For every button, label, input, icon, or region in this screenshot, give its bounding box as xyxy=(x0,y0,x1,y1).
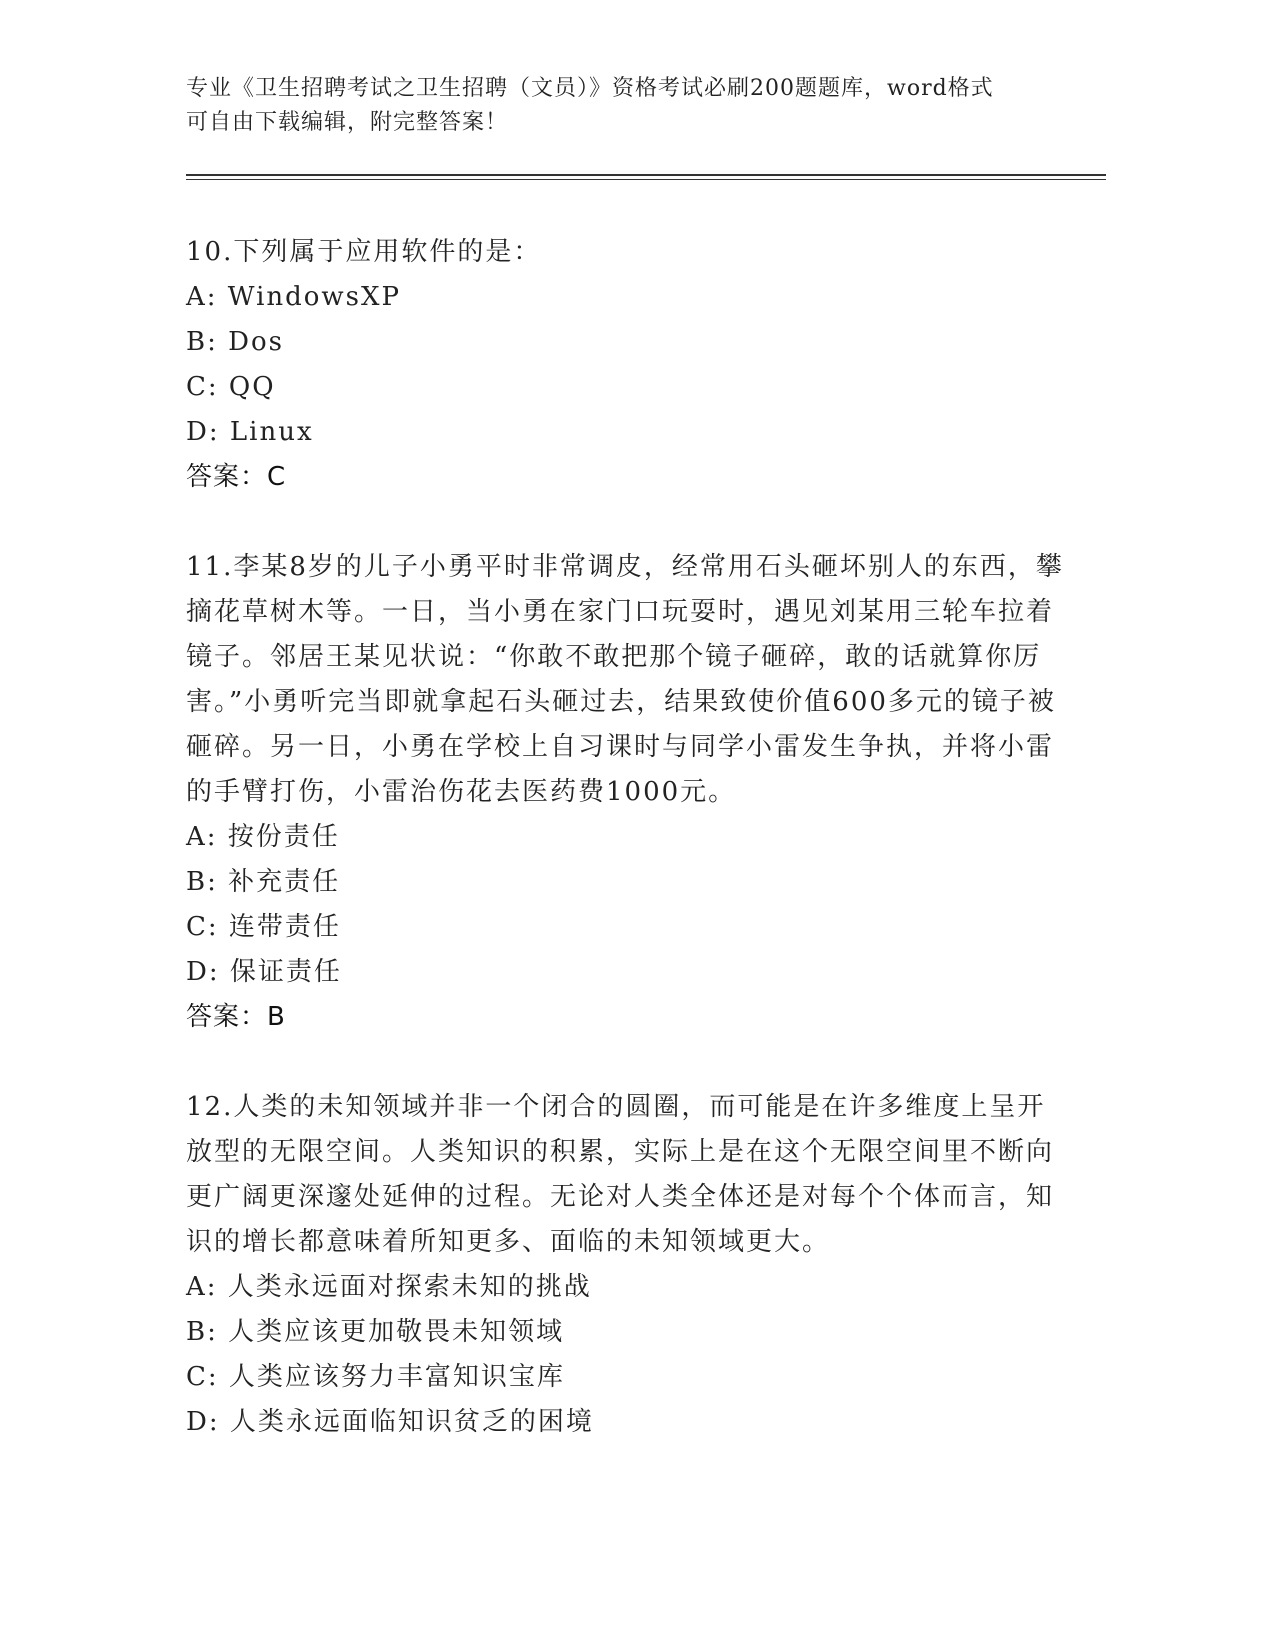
answer-label: 答案：C xyxy=(186,462,287,492)
document-header xyxy=(186,72,1046,140)
option-a: A: WindowsXP xyxy=(186,282,402,312)
option-c: C: QQ xyxy=(186,372,276,402)
question-stem: 12.人类的未知领域并非一个闭合的圆圈，而可能是在许多维度上呈开放型的无限空间。人类知识的积累，实际上是在这个无限空间里不断向更广阔更深邃处延伸的过程。无论对人类全体还是对每个个体而言，知识的增长都意味着所知更多、面临的未知领域更大。 xyxy=(186,1092,1055,1257)
answer-label: 答案：B xyxy=(186,1002,286,1032)
question-11 xyxy=(186,545,1066,1040)
option-b: B: 人类应该更加敬畏未知领域 xyxy=(186,1317,565,1347)
question-10 xyxy=(186,230,1066,500)
header-divider xyxy=(186,174,1106,180)
option-b: B: Dos xyxy=(186,327,284,357)
document-page xyxy=(186,0,1106,1445)
option-c: C: 人类应该努力丰富知识宝库 xyxy=(186,1362,565,1392)
header-line-2: 可自由下载编辑，附完整答案！ xyxy=(186,110,509,135)
option-d: D: 保证责任 xyxy=(186,957,342,987)
question-stem: 10.下列属于应用软件的是： xyxy=(186,237,542,267)
option-a: A: 按份责任 xyxy=(186,822,340,852)
option-a: A: 人类永远面对探索未知的挑战 xyxy=(186,1272,592,1302)
option-d: D: 人类永远面临知识贫乏的困境 xyxy=(186,1407,594,1437)
option-b: B: 补充责任 xyxy=(186,867,341,897)
question-12 xyxy=(186,1085,1066,1445)
option-c: C: 连带责任 xyxy=(186,912,341,942)
question-stem: 11.李某8岁的儿子小勇平时非常调皮，经常用石头砸坏别人的东西，攀摘花草树木等。一日，当小勇在家门口玩耍时，遇见刘某用三轮车拉着镜子。邻居王某见状说：“你敢不敢把那个镜子砸碎，敢的话就算你厉害。”小勇听完当即就拿起石头砸过去，结果致使价值600多元的镜子被砸碎。另一日，小勇在学校上自习课时与同学小雷发生争执，并将小雷的手臂打伤，小雷治伤花去医药费1000元。 xyxy=(186,552,1064,807)
option-d: D: Linux xyxy=(186,417,314,447)
header-line-1: 专业《卫生招聘考试之卫生招聘（文员）》资格考试必刷200题题库，word格式 xyxy=(186,76,994,101)
